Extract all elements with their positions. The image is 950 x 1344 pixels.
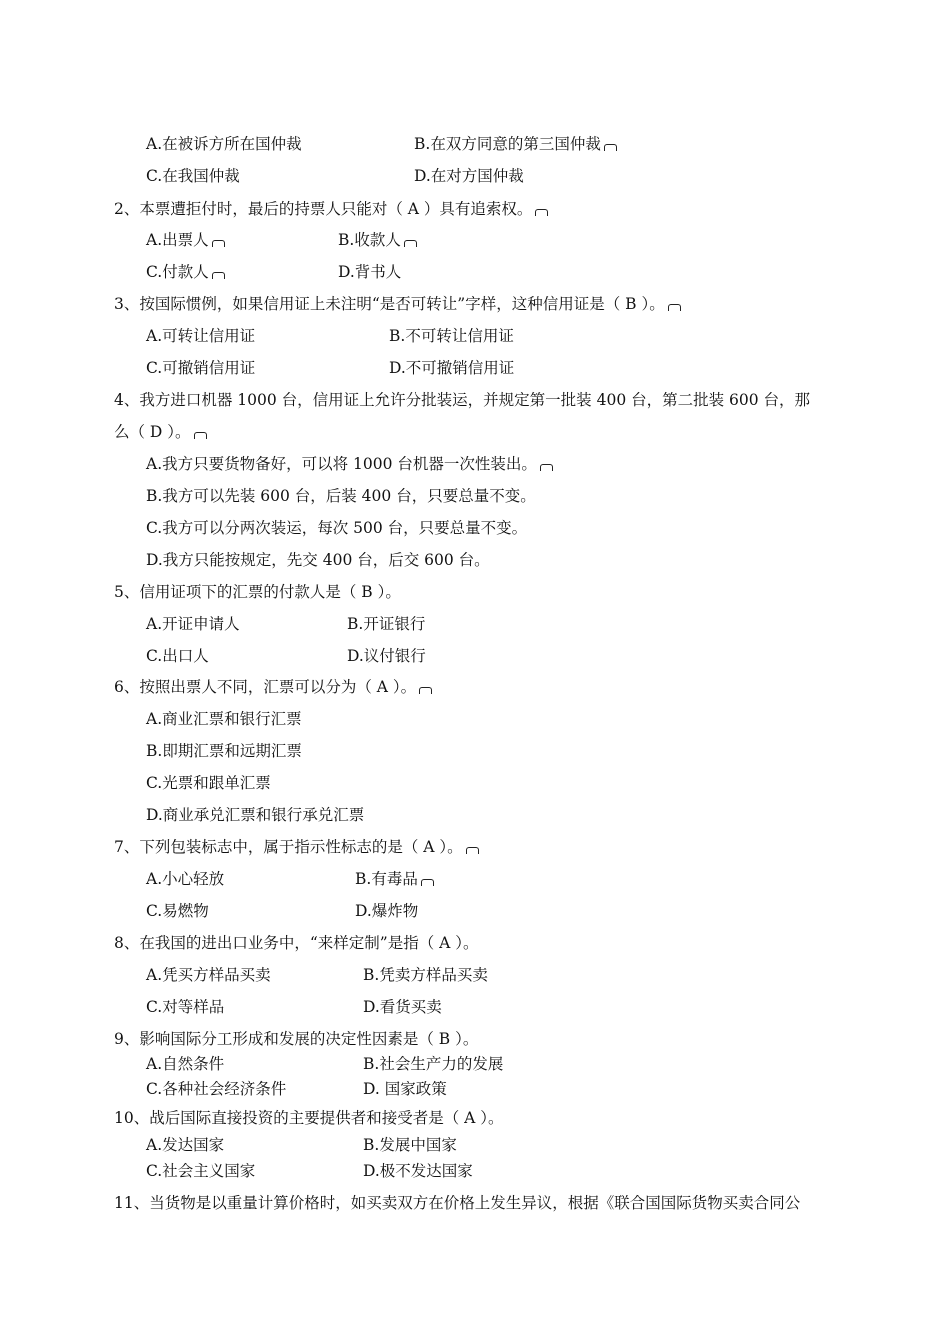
q5-stem: 5、信用证项下的汇票的付款人是（ B ）。 — [114, 583, 401, 601]
q5-option-c: C.出口人 — [146, 647, 209, 665]
q3-option-c: C.可撤销信用证 — [146, 359, 256, 377]
q9-option-a: A.自然条件 — [146, 1055, 225, 1073]
q4-option-a: A.我方只要货物备好，可以将 1000 台机器一次性装出。 — [146, 454, 553, 474]
q3-stem: 3、按国际惯例，如果信用证上未注明“是否可转让”字样，这种信用证是（ B ）。 — [114, 294, 681, 314]
paragraph-mark-icon — [419, 687, 432, 694]
q2-option-a: A.出票人 — [146, 230, 225, 250]
q3-option-b: B.不可转让信用证 — [389, 327, 514, 345]
q5-option-a: A.开证申请人 — [146, 615, 240, 633]
q4-option-d: D.我方只能按规定，先交 400 台，后交 600 台。 — [146, 551, 490, 569]
q9-option-b: B.社会生产力的发展 — [363, 1055, 504, 1073]
q10-option-b: B.发展中国家 — [363, 1136, 457, 1154]
q7-option-d: D.爆炸物 — [355, 902, 419, 920]
q7-option-c: C.易燃物 — [146, 902, 209, 920]
paragraph-mark-icon — [404, 240, 417, 247]
paragraph-mark-icon — [212, 240, 225, 247]
q6-stem: 6、按照出票人不同，汇票可以分为（ A ）。 — [114, 677, 432, 697]
q7-stem: 7、下列包装标志中，属于指示性标志的是（ A ）。 — [114, 837, 479, 857]
q2-option-d: D.背书人 — [338, 263, 402, 281]
paragraph-mark-icon — [604, 144, 617, 151]
q1-option-d: D.在对方国仲裁 — [414, 167, 524, 185]
q11-stem: 11、当货物是以重量计算价格时，如买卖双方在价格上发生异议，根据《联合国国际货物买卖合同公 — [114, 1194, 801, 1212]
paragraph-mark-icon — [535, 209, 548, 216]
q7-option-a: A.小心轻放 — [146, 870, 225, 888]
q3-option-a: A.可转让信用证 — [146, 327, 256, 345]
q4-stem-line1: 4、我方进口机器 1000 台，信用证上允许分批装运，并规定第一批装 400 台，第二批装 600 台，那 — [114, 391, 811, 409]
q10-option-c: C.社会主义国家 — [146, 1162, 256, 1180]
q6-option-a: A.商业汇票和银行汇票 — [146, 710, 302, 728]
q10-stem: 10、战后国际直接投资的主要提供者和接受者是（ A ）。 — [114, 1109, 504, 1127]
paragraph-mark-icon — [466, 847, 479, 854]
q8-option-a: A.凭买方样品买卖 — [146, 966, 271, 984]
q10-option-d: D.极不发达国家 — [363, 1162, 473, 1180]
q6-option-c: C.光票和跟单汇票 — [146, 774, 271, 792]
q3-option-d: D.不可撤销信用证 — [389, 359, 515, 377]
paragraph-mark-icon — [421, 879, 434, 886]
paragraph-mark-icon — [194, 432, 207, 439]
q6-option-d: D.商业承兑汇票和银行承兑汇票 — [146, 806, 365, 824]
paragraph-mark-icon — [540, 464, 553, 471]
q2-option-c: C.付款人 — [146, 262, 225, 282]
q4-option-c: C.我方可以分两次装运，每次 500 台，只要总量不变。 — [146, 519, 528, 537]
q1-option-c: C.在我国仲裁 — [146, 167, 240, 185]
q9-stem: 9、影响国际分工形成和发展的决定性因素是（ B ）。 — [114, 1030, 479, 1048]
q5-option-b: B.开证银行 — [347, 615, 426, 633]
q8-option-b: B.凭卖方样品买卖 — [363, 966, 488, 984]
q2-stem: 2、本票遭拒付时，最后的持票人只能对（ A ）具有追索权。 — [114, 199, 548, 219]
q8-stem: 8、在我国的进出口业务中，“来样定制”是指（ A ）。 — [114, 934, 479, 952]
q9-option-c: C.各种社会经济条件 — [146, 1080, 287, 1098]
q8-option-d: D.看货买卖 — [363, 998, 442, 1016]
q10-option-a: A.发达国家 — [146, 1136, 225, 1154]
paragraph-mark-icon — [212, 272, 225, 279]
q1-option-b: B.在双方同意的第三国仲裁 — [414, 134, 617, 154]
q1-option-a: A.在被诉方所在国仲裁 — [146, 135, 302, 153]
q5-option-d: D.议付银行 — [347, 647, 426, 665]
q6-option-b: B.即期汇票和远期汇票 — [146, 742, 302, 760]
q7-option-b: B.有毒品 — [355, 869, 434, 889]
q4-stem-line2: 么（ D ）。 — [114, 422, 207, 442]
paragraph-mark-icon — [668, 304, 681, 311]
q2-option-b: B.收款人 — [338, 230, 417, 250]
q8-option-c: C.对等样品 — [146, 998, 225, 1016]
q9-option-d: D. 国家政策 — [363, 1080, 447, 1098]
q4-option-b: B.我方可以先装 600 台，后装 400 台，只要总量不变。 — [146, 487, 536, 505]
